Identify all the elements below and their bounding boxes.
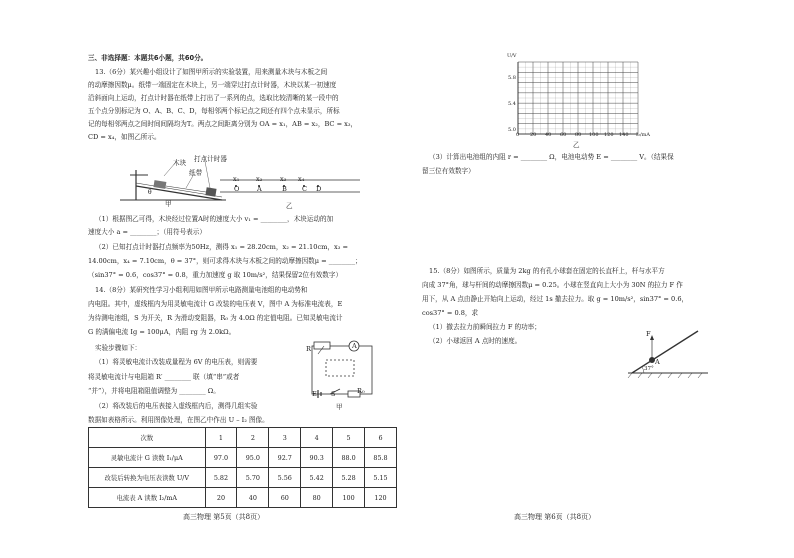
q13-line: 13.（6分）某兴趣小组设计了如图甲所示的实验装置，用来测量木块与木板之间 (95, 68, 328, 76)
graph-x-label: I₂/mA (636, 132, 651, 138)
table-cell: 5.82 (205, 468, 237, 488)
q14-3-line: 留三位有效数字） (422, 167, 475, 175)
circuit-r-label: R (306, 345, 311, 353)
point-a-label: A (655, 358, 660, 366)
q14-step: （2）将改装后的电压表接入虚线框内后，测得几组实验 (95, 402, 258, 410)
y-tick: 5.4 (508, 101, 516, 107)
table-cell: 92.7 (269, 448, 301, 468)
table-cell: 97.0 (205, 448, 237, 468)
y-tick: 5.0 (508, 127, 516, 133)
point-label: O (234, 185, 240, 193)
table-cell: 改装后转换为电压表读数 U/V (89, 468, 206, 488)
table-cell: 6 (365, 428, 397, 448)
q14-line: 14.（8分）某研究性学习小组利用如图甲所示电路测量电池组的电动势和 (95, 286, 308, 294)
x-tick: 120 (604, 132, 614, 138)
q15-line: 15.（8分）如图所示，质量为 2kg 的有孔小球套在固定的长直杆上，杆与水平方 (429, 267, 665, 275)
point-label: A (257, 185, 262, 193)
q15-line: （1）撤去拉力前瞬间拉力 F 的功率； (429, 323, 541, 331)
table-cell: 100 (333, 488, 365, 508)
force-label: F (646, 330, 651, 338)
table-cell: 88.0 (333, 448, 365, 468)
q15-line: （2）小球返回 A 点时的速度。 (429, 337, 522, 345)
table-row (89, 448, 397, 468)
table-cell: 4 (301, 428, 333, 448)
table-cell: 90.3 (301, 448, 333, 468)
q14-line: 为待测电池组，S 为开关，R 为滑动变阻器，R₀ 为 4.0Ω 的定值电阻。已知灵敏电流计 (88, 314, 343, 322)
angle-37-label: 37° (644, 366, 654, 372)
dist-label: x₃ (280, 175, 287, 183)
table-cell: 5.70 (237, 468, 269, 488)
table-cell: 5.56 (269, 468, 301, 488)
x-tick: 20 (530, 132, 537, 138)
table-cell: 120 (365, 488, 397, 508)
resistor-r0-label: R₀ (357, 387, 365, 395)
graph-y-label: U/V (507, 53, 517, 59)
point-label: D (316, 185, 322, 193)
table-cell: 电流表 A 读数 I₂/mA (89, 488, 206, 508)
rod-figure (622, 325, 712, 385)
q15-line: 向成 37°角，球与杆间的动摩擦因数μ = 0.25。小球在竖直向上大小为 30N 的拉力 F 作 (422, 281, 683, 289)
q13-sub: （1）根据图乙可得，木块经过位置A时的速度大小 v₁ = ________，木块运动的加 (95, 215, 334, 223)
tape-label: 纸带 (189, 169, 203, 177)
table-cell: 2 (237, 428, 269, 448)
switch-label: S (331, 390, 336, 398)
x-tick: 60 (560, 132, 567, 138)
x-tick: 40 (545, 132, 552, 138)
graph-grid (518, 62, 638, 134)
table-cell: 95.0 (237, 448, 269, 468)
timer-label: 打点计时器 (194, 155, 227, 163)
table-cell: 80 (301, 488, 333, 508)
q14-step: “并”），并将电阻箱阻值调整为 ________ Ω。 (88, 387, 220, 395)
dist-label: x₄ (298, 175, 305, 183)
q13-line: 的动摩擦因数μ。纸带一端固定在木块上，另一端穿过打点计时器，木块以某一初速度 (88, 81, 337, 89)
right-page (397, 0, 794, 558)
table-cell: 5.42 (301, 468, 333, 488)
point-label: B (282, 185, 287, 193)
q14-line: 内电阻。其中，虚线框内为用灵敏电流计 G 改装的电压表 V，图中 A 为标准电流表，E (88, 300, 343, 308)
table-cell: 1 (205, 428, 237, 448)
q13-line: 五个点分别标记为 O、A、B、C、D，每相邻两个标记点之间还有四个点未显示，所标 (88, 107, 340, 115)
q13-line: 沿斜面向上运动，打点计时器在纸带上打出了一系列的点，选取比较清晰的某一段中的 (88, 94, 339, 102)
table-header-row (89, 428, 397, 448)
table-cell: 灵敏电流计 G 读数 I₁/μA (89, 448, 206, 468)
x-tick: 140 (619, 132, 629, 138)
x-tick: 80 (575, 132, 582, 138)
x-tick: 0 (516, 132, 520, 138)
q14-step: 数据如表格所示。利用图像处理，在图乙中作出 U – I₂ 图像。 (88, 416, 269, 424)
q13-sub: （sin37° = 0.6，cos37° = 0.8，重力加速度 g 取 10m/s²，结果保留2位有效数字） (88, 271, 343, 279)
x-tick: 100 (589, 132, 599, 138)
q14-step: 实验步骤如下： (95, 344, 142, 352)
q13-line: CD = x₄，如图乙所示。 (88, 133, 161, 141)
q14-3-line: （3）计算出电池组的内阻 r = ________ Ω，电池电动势 E = ________ V。（结果保 (429, 153, 674, 161)
y-tick: 5.8 (508, 75, 516, 81)
page-footer: 高三物理 第6页（共8页） (514, 513, 596, 521)
table-cell: 40 (237, 488, 269, 508)
section-heading: 三、非选择题：本题共6小题，共60分。 (88, 54, 208, 62)
table-row (89, 488, 397, 508)
circuit-jia-label: 甲 (336, 403, 343, 411)
graph-fig-label: 乙 (573, 141, 580, 149)
fig-yi-label: 乙 (286, 202, 293, 210)
table-cell: 5 (333, 428, 365, 448)
table-cell: 次数 (89, 428, 206, 448)
block-label: 木块 (173, 159, 187, 167)
table-cell: 5.15 (365, 468, 397, 488)
dist-label: x₁ (233, 175, 240, 183)
q14-line: G 的满偏电流 Ig = 100μA，内阻 rg 为 2.0kΩ。 (88, 328, 236, 336)
page-footer: 高三物理 第5页（共8页） (183, 513, 265, 521)
table-cell: 20 (205, 488, 237, 508)
fig-jia-label: 甲 (165, 200, 172, 208)
data-table (88, 427, 397, 508)
table-cell: 3 (269, 428, 301, 448)
table-row (89, 468, 397, 488)
q13-sub: 速度大小 a = ________；（用符号表示） (88, 228, 206, 236)
battery-label: E (312, 390, 317, 398)
table-cell: 85.8 (365, 448, 397, 468)
q15-line: cos37° = 0.8，求 (422, 309, 479, 317)
tape-figure (218, 170, 363, 198)
point-label: C (302, 185, 308, 193)
circuit-diagram (308, 338, 376, 406)
table-cell: 5.28 (333, 468, 365, 488)
q13-sub: （2）已知打点计时器打点频率为50Hz，测得 x₁ = 28.20cm，x₂ = 21.10cm，x₃ = (95, 243, 348, 251)
angle-label: θ (148, 189, 152, 196)
dist-label: x₂ (256, 175, 263, 183)
q15-line: 用下，从 A 点由静止开始向上运动，经过 1s 撤去拉力。取 g = 10m/s²，sin37° = 0.6， (422, 295, 689, 303)
ammeter-label: A (352, 342, 357, 350)
q14-step: 将灵敏电流计与电阻箱 R′ ________ 联（填“串”或者 (88, 373, 240, 381)
q14-step: （1）将灵敏电流计改装成量程为 6V 的电压表，则需要 (95, 358, 258, 366)
q13-line: 记的每相邻两点之间时间间隔均为T。两点之间距离分别为 OA = x₁，AB = x₂，BC = x₃， (88, 120, 358, 128)
q13-sub: 14.00cm，x₄ = 7.10cm，θ = 37°，则可求得木块与木板之间的动摩擦因数μ = ________； (88, 257, 362, 265)
table-cell: 60 (269, 488, 301, 508)
